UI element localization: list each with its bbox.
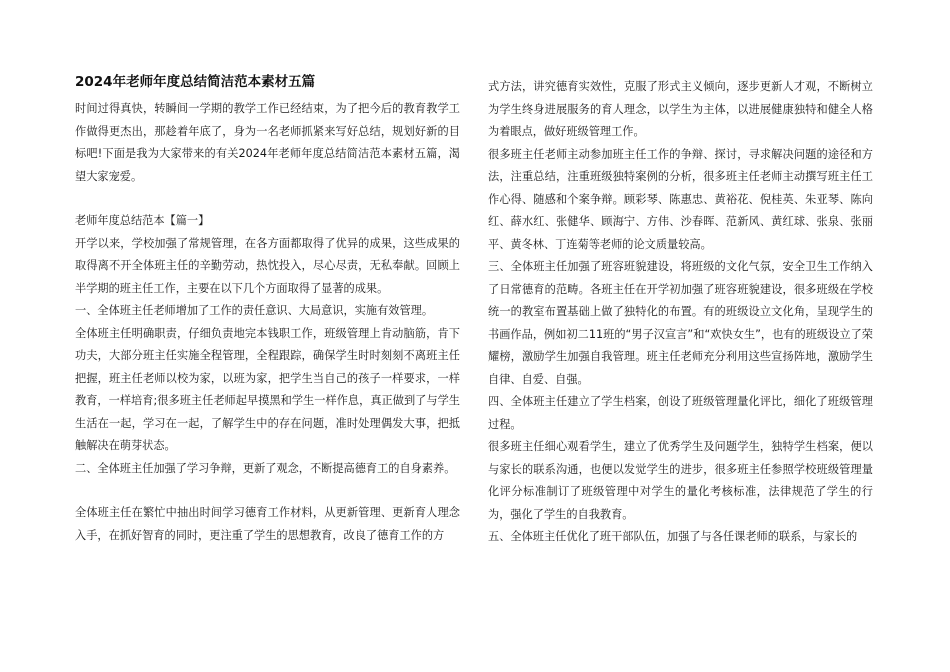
body-paragraph: 四、全体班主任建立了学生档案，创设了班级管理量化评比，细化了班级管理过程。 xyxy=(488,395,873,431)
body-paragraph: 全体班主任明确职责，仔细负责地完本钱职工作，班级管理上肯动脑筋，肯下功夫，大部分班主任实施全程管理，全程跟踪，确保学生时时刻刻不离班主任把握，班主任老师以校为家，以班为家，把学生当自己的孩子一样要求，一样教育，一样培育;很多班主任老师起早摸黑和学生一样作息，真正做到了与学生生活在一起，学习在一起，了解学生中的存在问题，准时处理偶发大事，把抵触解决在萌芽状态。 xyxy=(75,326,460,452)
body-paragraph: 开学以来，学校加强了常规管理，在各方面都取得了优异的成果，这些成果的取得离不开全体班主任的辛勤劳动，热忱投入，尽心尽责，无私奉献。回顾上半学期的班主任工作，主要在以下几个方面取得了显著的成果。 xyxy=(75,236,460,295)
body-paragraph: 很多班主任细心观看学生，建立了优秀学生及问题学生，独特学生档案，便以与家长的联系沟通，也便以发觉学生的进步，很多班主任参照学校班级管理量化评分标准制订了班级管理中对学生的量化考核标准，法律规范了学生的行为，强化了学生的自我教育。 xyxy=(488,440,873,521)
left-column xyxy=(75,72,460,547)
right-column xyxy=(488,76,873,549)
spacer xyxy=(75,188,460,210)
body-paragraph: 五、全体班主任优化了班干部队伍，加强了与各任课老师的联系，与家长的 xyxy=(488,530,858,543)
body-paragraph: 一、全体班主任老师增加了工作的责任意识、大局意识，实施有效管理。 xyxy=(75,304,434,317)
body-paragraph: 二、全体班主任加强了学习争辩，更新了观念，不断提高德育工的自身素养。 xyxy=(75,461,456,475)
body-paragraph: 式方法，讲究德育实效性，克服了形式主义倾向，逐步更新人才观，不断树立为学生终身进展服务的育人理念，以学生为主体，以进展健康独特和健全人格为着眼点，做好班级管理工作。 xyxy=(488,80,873,138)
body-paragraph: 很多班主任老师主动参加班主任工作的争辩、探讨，寻求解决问题的途径和方法，注重总结，注重班级独特案例的分析，很多班主任老师主动撰写班主任工作心得、随感和个案争辩。顾彩琴、陈惠忠、黄裕花、倪桂英、朱亚琴、陈向红、薛水红、张健华、顾海宁、方伟、沙春晖、范新风、黄红球、张泉、张丽平、黄冬林、丁连菊等老师的论文质量较高。 xyxy=(488,147,873,251)
document-title: 2024年老师年度总结简洁范本素材五篇 xyxy=(75,74,316,90)
body-paragraph: 全体班主任在繁忙中抽出时间学习德育工作材料，从更新管理、更新育人理念入手，在抓好智育的同时，更注重了学生的思想教育，改良了德育工作的方 xyxy=(75,506,460,542)
body-paragraph: 三、全体班主任加强了班容班貌建设，将班级的文化气氛，安全卫生工作纳入了日常德育的范畴。各班主任在开学初加强了班容班貌建设，很多班级在学校统一的教室布置基础上做了独特化的布置。有的班级设立文化角，呈现学生的书画作品，例如初二11班的“男子汉宣言”和“欢快女生”，也有的班级设立了荣耀榜，激励学生加强自我管理。班主任老师充分利用这些宣扬阵地，激励学生自律、自爱、自强。 xyxy=(488,260,873,386)
spacer xyxy=(75,480,460,502)
intro-paragraph: 时间过得真快，转瞬间一学期的教学工作已经结束，为了把今后的教育教学工作做得更杰出，那趁着年底了，身为一名老师抓紧来写好总结，规划好新的目标吧!下面是我为大家带来的有关2024年老师年度总结简洁范本素材五篇，渴望大家宠爱。 xyxy=(75,102,460,183)
section-heading: 老师年度总结范本【篇一】 xyxy=(75,214,210,227)
